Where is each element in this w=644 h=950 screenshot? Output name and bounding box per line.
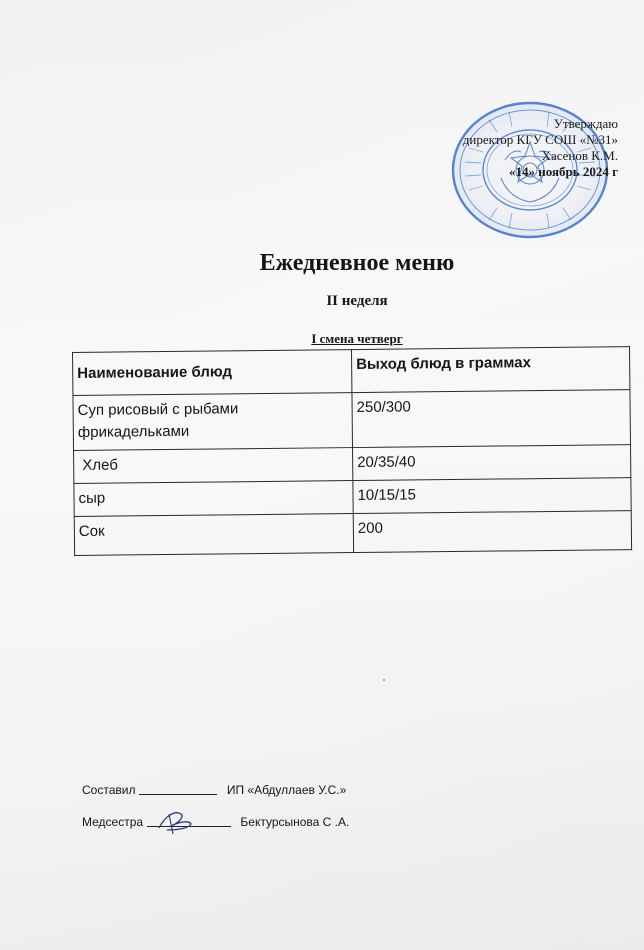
shift-label: I смена четверг <box>311 331 403 346</box>
page-title: Ежедневное меню <box>259 250 455 276</box>
table-row <box>74 511 631 556</box>
dish-name: Суп рисовый с рыбами фрикадельками <box>73 393 353 451</box>
compiled-name: ИП «Абдуллаев У.С.» <box>226 783 347 797</box>
compiled-by-line <box>82 783 346 797</box>
table-header-row <box>73 347 630 396</box>
approval-title: Утверждаю <box>553 116 618 131</box>
dish-name <box>74 448 353 484</box>
compiled-label: Составил <box>82 783 136 797</box>
dish-weight: 200 <box>353 511 631 553</box>
approval-block <box>463 116 618 180</box>
nurse-line <box>82 815 349 829</box>
table-row <box>73 390 631 451</box>
column-header-dish: Наименование блюд <box>73 350 352 396</box>
dish-weight: 250/300 <box>352 390 631 448</box>
signature-blank <box>139 794 217 795</box>
approval-director-name: Хасенов К.М. <box>541 148 618 163</box>
dish-weight: 10/15/15 <box>353 478 631 514</box>
approval-director: директор КГУ СОШ «№31» <box>462 132 618 147</box>
week-label: II неделя <box>326 293 388 309</box>
menu-table <box>72 346 632 556</box>
nurse-name: Бектурсынова С .А. <box>240 815 350 829</box>
handwritten-signature <box>155 808 195 836</box>
nurse-label: Медсестра <box>82 815 144 829</box>
stray-mark <box>383 679 385 681</box>
dish-weight: 20/35/40 <box>353 445 631 481</box>
column-header-weight: Выход блюд в граммах <box>351 347 629 393</box>
approval-date: «14» ноябрь 2024 г <box>508 164 618 179</box>
dish-name: сыр <box>74 481 353 517</box>
dish-name: Сок <box>74 514 353 556</box>
dish-name-text: Хлеб <box>82 456 118 474</box>
